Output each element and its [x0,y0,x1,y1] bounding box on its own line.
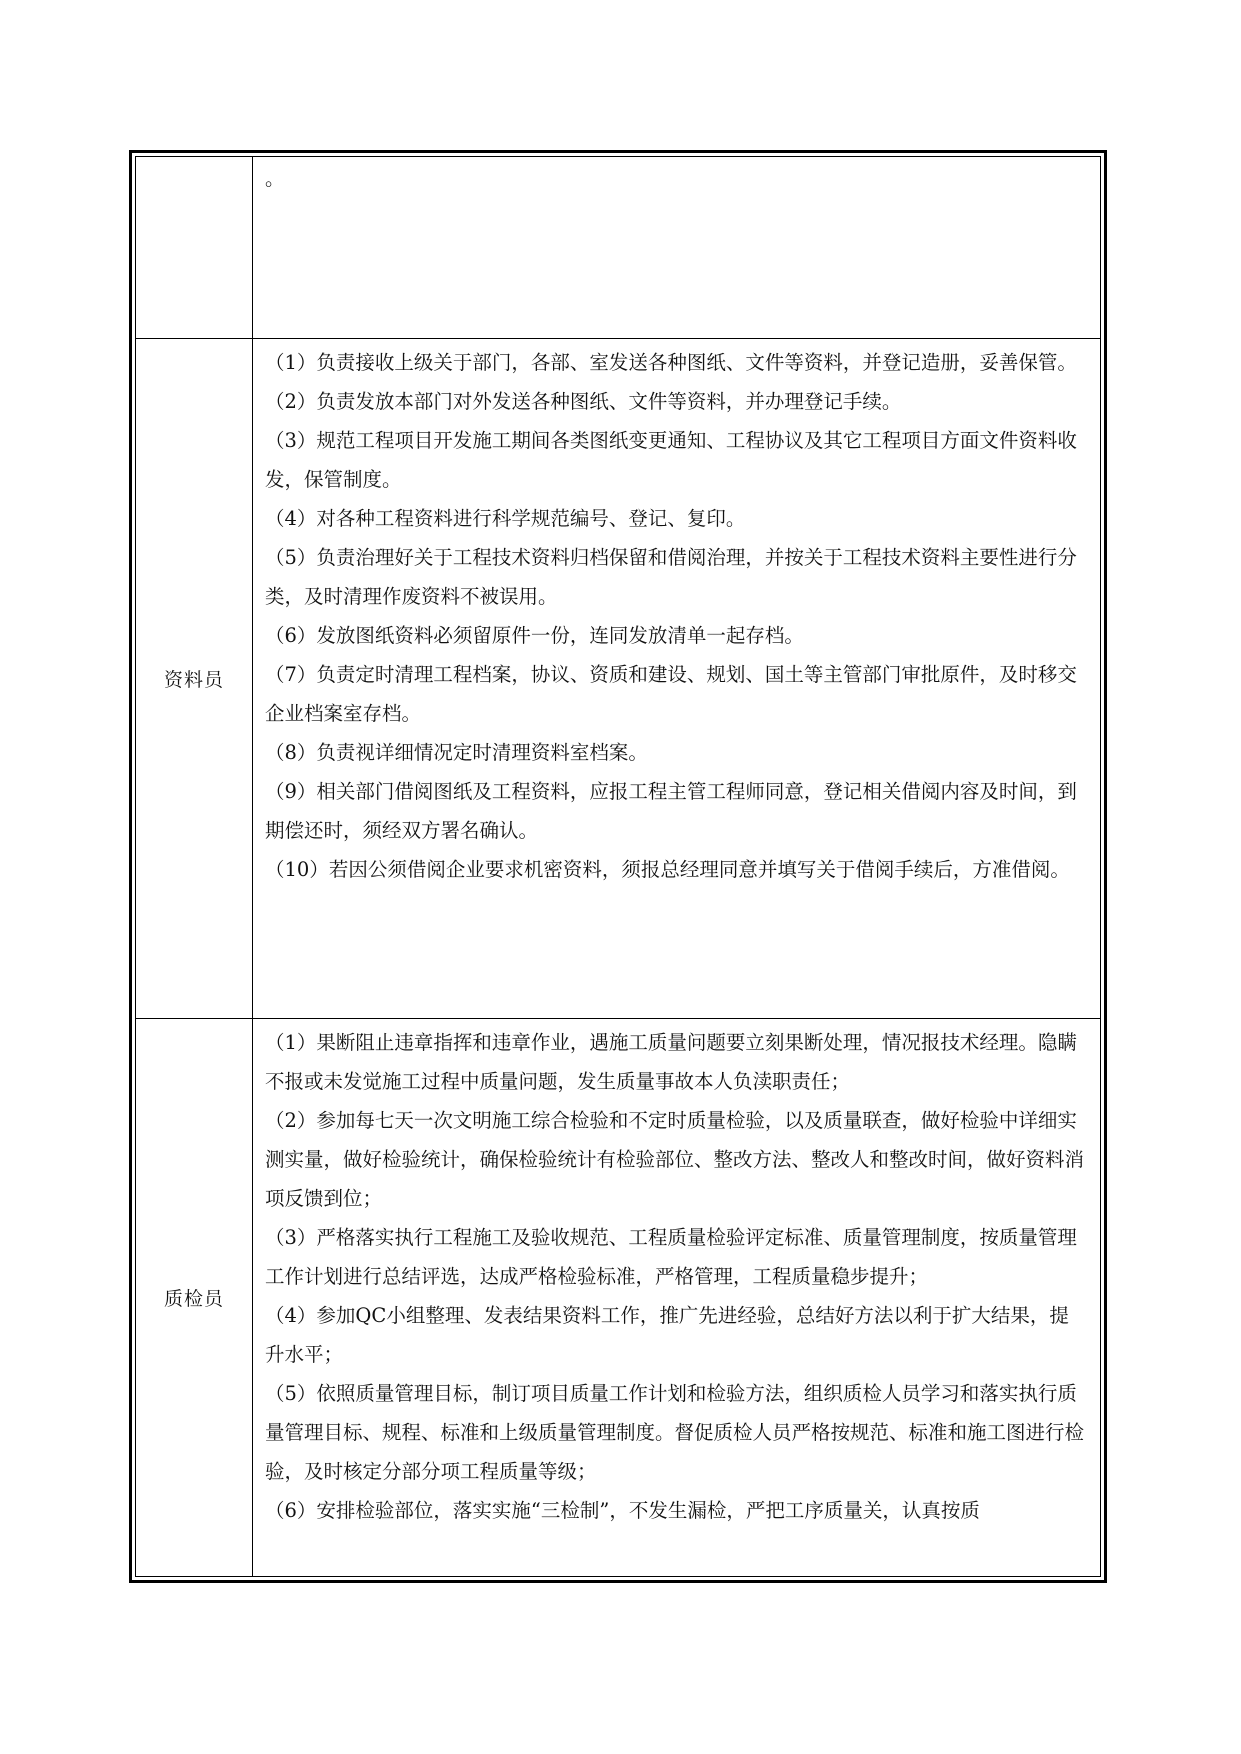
duty-item: （5）负责治理好关于工程技术资料归档保留和借阅治理，并按关于工程技术资料主要性进行分类，及时清理作废资料不被误用。 [265,546,1077,608]
duty-item: （10）若因公须借阅企业要求机密资料，须报总经理同意并填写关于借阅手续后，方准借阅。 [265,858,1070,881]
duty-cell [253,339,1101,1019]
duty-cell [253,157,1101,339]
table-row [136,1019,1101,1577]
duty-item: （5）依照质量管理目标，制订项目质量工作计划和检验方法，组织质检人员学习和落实执行质量管理目标、规程、标准和上级质量管理制度。督促质检人员严格按规范、标准和施工图进行检验，及时核定分部分项工程质量等级； [265,1382,1085,1483]
duty-item: （1）果断阻止违章指挥和违章作业，遇施工质量问题要立刻果断处理，情况报技术经理。隐瞒不报或未发觉施工过程中质量问题，发生质量事故本人负渎职责任； [265,1031,1077,1093]
duty-item: 。 [265,167,285,190]
duty-item: （8）负责视详细情况定时清理资料室档案。 [265,741,648,764]
duty-item: （2）参加每七天一次文明施工综合检验和不定时质量检验，以及质量联查，做好检验中详细实测实量，做好检验统计，确保检验统计有检验部位、整改方法、整改人和整改时间，做好资料消项反馈到位； [265,1109,1085,1210]
duty-item: （7）负责定时清理工程档案，协议、资质和建设、规划、国土等主管部门审批原件，及时移交企业档案室存档。 [265,663,1077,725]
duty-cell [253,1019,1101,1577]
duty-item: （9）相关部门借阅图纸及工程资料，应报工程主管工程师同意，登记相关借阅内容及时间，到期偿还时，须经双方署名确认。 [265,780,1077,842]
duty-item: （4）参加QC小组整理、发表结果资料工作，推广先进经验，总结好方法以利于扩大结果，提升水平； [265,1304,1069,1366]
role-cell: 质检员 [136,1019,253,1577]
duty-item: （4）对各种工程资料进行科学规范编号、登记、复印。 [265,507,746,530]
duty-item: （6）发放图纸资料必须留原件一份，连同发放清单一起存档。 [265,624,804,647]
responsibility-table [135,156,1101,1577]
duty-item: （6）安排检验部位，落实实施“三检制”，不发生漏检，严把工序质量关，认真按质 [265,1499,980,1522]
role-cell: 资料员 [136,339,253,1019]
role-cell [136,157,253,339]
duty-item: （2）负责发放本部门对外发送各种图纸、文件等资料，并办理登记手续。 [265,390,902,413]
table-row [136,339,1101,1019]
duty-item: （3）规范工程项目开发施工期间各类图纸变更通知、工程协议及其它工程项目方面文件资料收发，保管制度。 [265,429,1077,491]
duty-item: （3）严格落实执行工程施工及验收规范、工程质量检验评定标准、质量管理制度，按质量管理工作计划进行总结评选，达成严格检验标准，严格管理，工程质量稳步提升； [265,1226,1077,1288]
table-row [136,157,1101,339]
duty-item: （1）负责接收上级关于部门，各部、室发送各种图纸、文件等资料，并登记造册，妥善保管。 [265,351,1077,374]
table-frame [129,150,1107,1583]
